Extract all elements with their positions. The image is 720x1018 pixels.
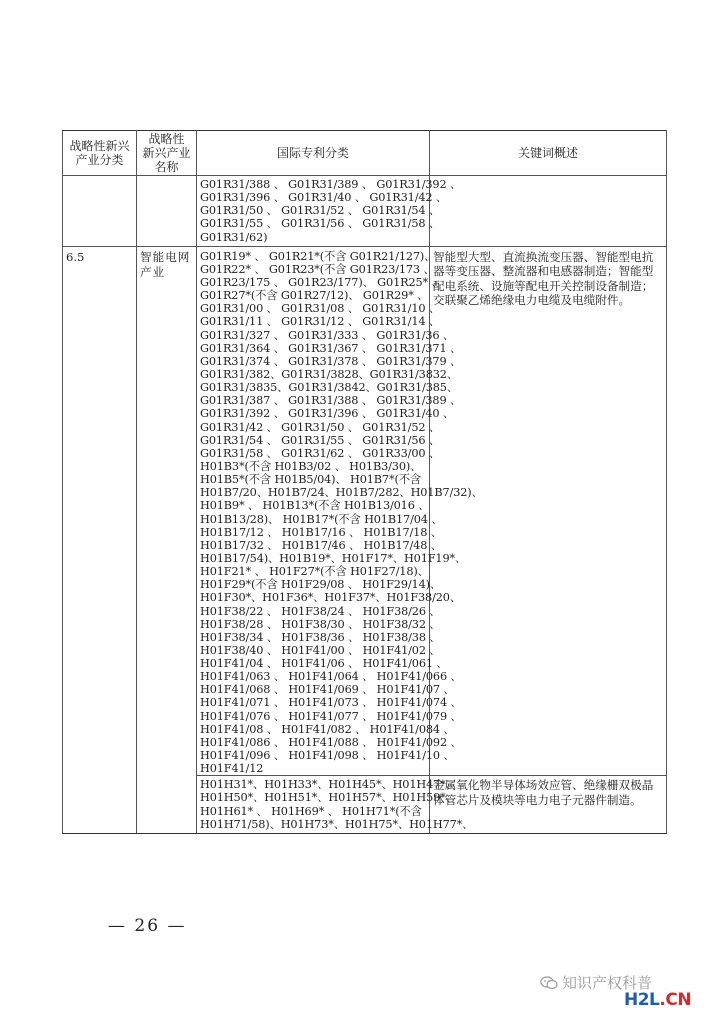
ipc-code-line: G01R31/392 、 G01R31/396 、 G01R31/40 、 [200, 407, 455, 421]
ipc-code-line: H01H50*、H01H51*、H01H57*、H01H59*、 [200, 791, 457, 805]
ipc-code-line: H01B9* 、 H01B13*(不含 H01B13/016 、 [200, 499, 430, 513]
text-line: 产业 [140, 264, 166, 279]
text-line: 智能电网 [140, 249, 191, 264]
table-row-continuation [63, 176, 667, 247]
industry-category: 6.5 [63, 246, 137, 833]
ipc-code-line: G01R19* 、 G01R21*(不含 G01R21/127)、 [200, 249, 436, 263]
header-category [63, 131, 137, 176]
ipc-code-cell [197, 246, 483, 776]
ipc-code-line: G01R31/54 、 G01R31/55 、 G01R31/56 、 [200, 433, 440, 447]
ipc-code-line: H01B7/20、H01B7/24、H01B7/282、H01B7/32)、 [200, 486, 483, 500]
ipc-code-line: G01R23/175 、 G01R23/177)、 G01R25* 、 [200, 275, 443, 289]
ipc-code-line: H01H61* 、 H01H69* 、 H01H71*(不含 [200, 804, 422, 818]
ipc-code-line: H01B3*(不含 H01B3/02 、 H01B3/30)、 [200, 459, 422, 473]
site-logo [624, 990, 691, 1010]
ipc-code-line: G01R31/58 、 G01R31/62 、 G01R33/00 、 [200, 446, 440, 460]
ipc-code-line: G01R31/50 、 G01R31/52 、 G01R31/54 、 [200, 204, 440, 218]
ipc-code-line: G01R31/42 、 G01R31/50 、 G01R31/52 、 [200, 420, 440, 434]
keyword-line: 体管芯片及模块等电力电子元器件制造。 [433, 792, 642, 807]
ipc-code-line: G01R31/374 、 G01R31/378 、 G01R31/379 、 [200, 354, 462, 368]
text-line: 新兴产业 [142, 146, 191, 160]
text-line: 战略性 [148, 132, 185, 146]
ipc-code-line: G01R27*(不含 G01R27/12)、 G01R29* 、 [200, 289, 429, 303]
ipc-code-line: G01R31/62) [200, 230, 268, 244]
ipc-code-line: G01R31/382、G01R31/3828、G01R31/3832、 [200, 367, 458, 381]
keyword-line: 金属氧化物半导体场效应管、绝缘栅双极晶 [433, 778, 654, 793]
table-row-6-5 [63, 246, 667, 776]
ipc-code-line: H01F41/08 、 H01F41/082 、 H01F41/084 、 [200, 722, 455, 736]
ipc-code-line: G01R31/388 、 G01R31/389 、 G01R31/392 、 [200, 178, 462, 191]
ipc-code-line: H01B17/54)、H01B19*、H01F17*、H01F19*、 [200, 551, 467, 565]
ipc-code-line: H01F38/34 、 H01F38/36 、 H01F38/38 、 [200, 630, 441, 644]
ipc-code-line: H01F41/076 、 H01F41/077 、 H01F41/079 、 [200, 709, 462, 723]
ipc-code-line: H01B5*(不含 H01B5/04)、 H01B7*(不含 [200, 473, 422, 487]
keyword-line: 器等变压器、整流器和电感器制造；智能型 [433, 264, 654, 279]
ipc-code-line: H01B17/32 、 H01B17/46 、 H01B17/48 、 [200, 538, 442, 552]
text-line: 产业分类 [75, 153, 124, 167]
cell-empty [63, 176, 137, 247]
ipc-code-line: H01F41/071 、 H01F41/073 、 H01F41/074 、 [200, 696, 462, 710]
logo-text-domain: .CN [659, 990, 692, 1010]
keyword-line: 智能型大型、直流换流变压器、智能型电抗 [433, 249, 654, 264]
watermark-text: 知识产权科普 [562, 974, 653, 992]
header-ipc [197, 131, 430, 176]
ipc-code-line: H01H71/58)、H01H73*、H01H75*、H01H77*、 [200, 817, 474, 831]
ipc-code-line: G01R31/396 、 G01R31/40 、 G01R31/42 、 [200, 191, 448, 205]
ipc-code-line: H01F38/28 、 H01F38/30 、 H01F38/32 、 [200, 617, 441, 631]
ipc-code-line: H01B17/12 、 H01B17/16 、 H01B17/18 、 [200, 525, 442, 539]
ipc-code-line: H01F38/22 、 H01F38/24 、 H01F38/26 、 [200, 604, 441, 618]
ipc-code-line: H01F30*、H01F36*、H01F37*、H01F38/20、 [200, 591, 461, 605]
ipc-code-line: H01F29*(不含 H01F29/08 、 H01F29/14)、 [200, 578, 442, 592]
cell-empty [430, 176, 667, 247]
ipc-code-line: G01R31/00 、 G01R31/08 、 G01R31/10 、 [200, 302, 440, 316]
header-name [137, 131, 197, 176]
ipc-code-line: H01F38/40 、 H01F41/00 、 H01F41/02 、 [200, 643, 441, 657]
ipc-code-line: H01H31*、H01H33*、H01H45*、H01H47*、 [200, 778, 457, 792]
ipc-code-line: H01B13/28)、 H01B17*(不含 H01B17/04 、 [200, 512, 443, 526]
text-line: 国际专利分类 [276, 146, 349, 160]
keyword-line: 交联聚乙烯绝缘电力电缆及电缆附件。 [433, 293, 631, 308]
ipc-code-line: G01R31/327 、 G01R31/333 、 G01R31/36 、 [200, 328, 455, 342]
header-keywords [430, 131, 667, 176]
text-line: 关键词概述 [517, 146, 578, 160]
page-number: — 26 — [108, 916, 187, 936]
ipc-code-line: H01F41/096 、 H01F41/098 、 H01F41/10 、 [200, 749, 455, 763]
logo-text-main: H2L [624, 990, 660, 1010]
ipc-code-line: G01R31/11 、 G01R31/12 、 G01R31/14 、 [200, 315, 440, 329]
ipc-code-line: G01R31/3835、G01R31/3842、G01R31/385、 [200, 381, 458, 395]
ipc-code-line: G01R22* 、 G01R23*(不含 G01R23/173 、 [200, 262, 435, 276]
ipc-code-line: G01R31/364 、 G01R31/367 、 G01R31/371 、 [200, 341, 462, 355]
ipc-code-line: H01F41/12 [200, 762, 264, 776]
keywords-cell [430, 246, 667, 776]
ipc-code-line: H01F41/086 、 H01F41/088 、 H01F41/092 、 [200, 735, 462, 749]
ipc-code-line: H01F41/068 、 H01F41/069 、 H01F41/07 、 [200, 683, 455, 697]
wechat-icon [540, 976, 558, 990]
ipc-code-line: G01R31/387 、 G01R31/388 、 G01R31/389 、 [200, 394, 462, 408]
ipc-code-line: H01F21* 、 H01F27*(不含 H01F27/18)、 [200, 565, 429, 579]
patent-classification-table [62, 130, 667, 834]
industry-name [137, 246, 197, 833]
ipc-code-cell [197, 176, 462, 247]
ipc-code-line: H01F41/063 、 H01F41/064 、 H01F41/066 、 [200, 670, 462, 684]
ipc-code-line: H01F41/04 、 H01F41/06 、 H01F41/061 、 [200, 657, 448, 671]
keyword-line: 配电系统、设施等配电开关控制设备制造； [433, 278, 654, 293]
ipc-code-cell [197, 776, 474, 834]
text-line: 名称 [154, 160, 179, 174]
ipc-code-line: G01R31/55 、 G01R31/56 、 G01R31/58 、 [200, 217, 440, 231]
cell-empty [137, 176, 197, 247]
text-line: 战略性新兴 [69, 139, 130, 153]
table-header-row [63, 131, 667, 176]
